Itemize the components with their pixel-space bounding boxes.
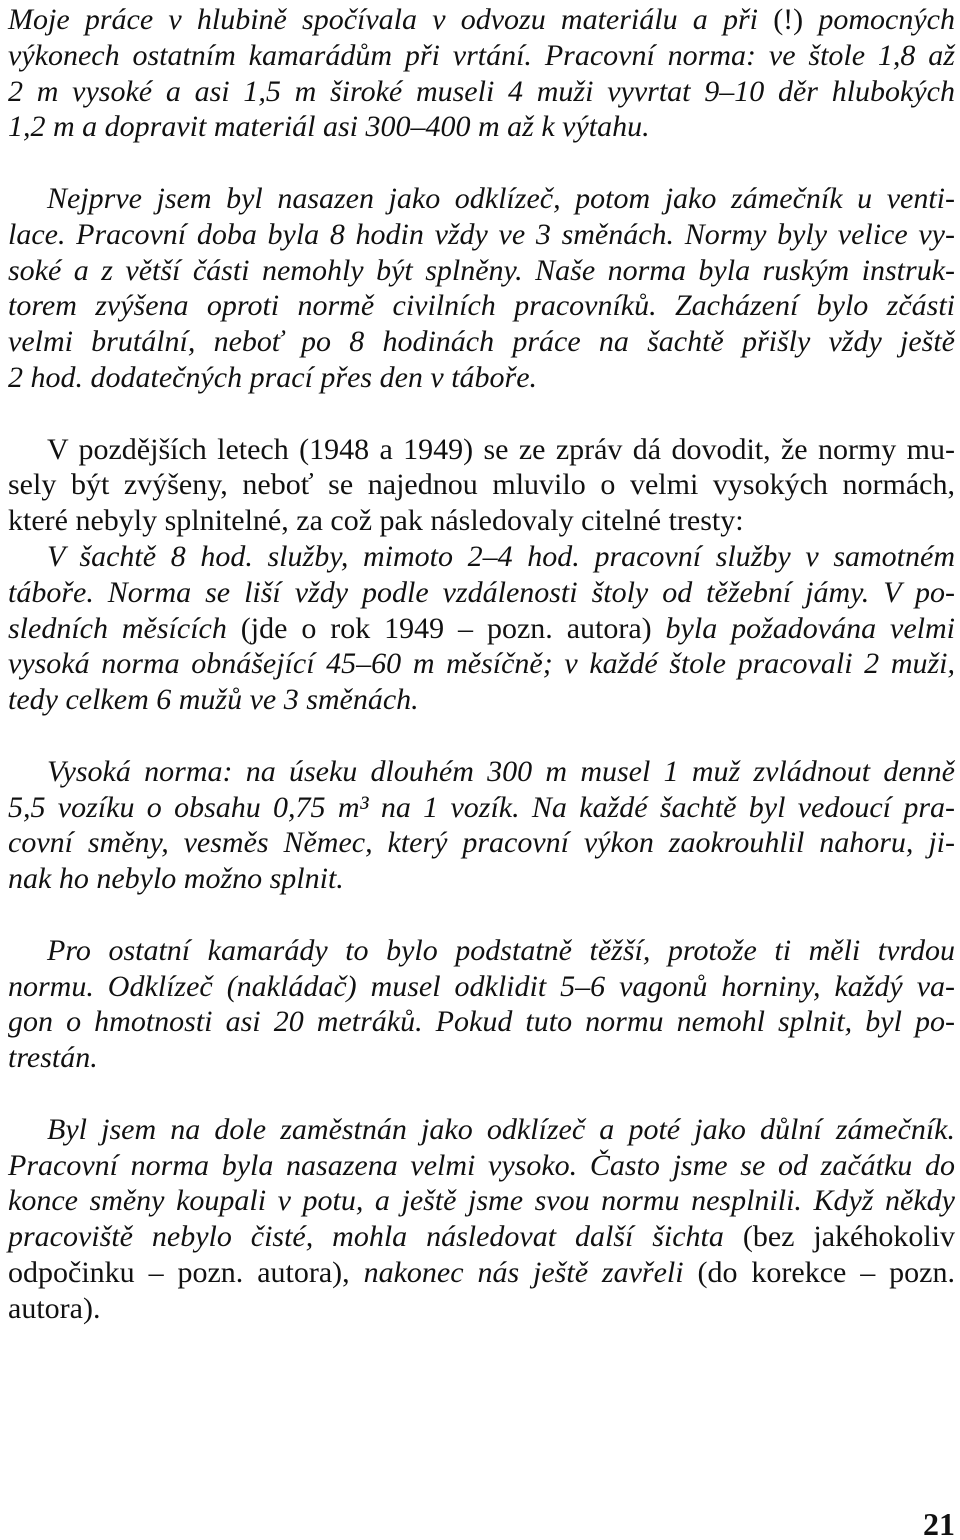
narrative-text: sely být zvýšeny, neboť se najednou mluvilo o velmi vysokých normách, <box>8 468 955 502</box>
text-line <box>8 2 955 38</box>
paragraph <box>8 432 955 718</box>
quote-text: gon o hmotnosti asi 20 metráků. Pokud tuto normu nemohl splnit, byl po- <box>8 1005 955 1039</box>
text-line <box>8 790 955 826</box>
text-line <box>8 575 955 611</box>
text-line <box>8 969 955 1005</box>
text-line <box>8 1148 955 1184</box>
quote-text: Pro ostatní kamarády to bylo podstatně těžší, protože ti měli tvrdou <box>47 933 955 967</box>
quote-text: táboře. Norma se liší vždy podle vzdálenosti štoly od těžební jámy. V po- <box>8 575 955 609</box>
text-line <box>8 503 955 539</box>
quote-text: Pracovní norma byla nasazena velmi vysoko. Často jsme se od začátku do <box>8 1148 955 1182</box>
quote-text: lace. Pracovní doba byla 8 hodin vždy ve 3 směnách. Normy byly velice vy- <box>8 217 955 251</box>
text-line <box>8 682 955 718</box>
author-note: (!) <box>773 3 804 36</box>
text-line <box>8 74 955 110</box>
quote-text: velmi brutální, neboť po 8 hodinách práce na šachtě přišly vždy ještě <box>8 325 955 359</box>
text-line <box>8 38 955 74</box>
paragraph <box>8 933 955 1076</box>
quote-text: V šachtě 8 hod. služby, mimoto 2–4 hod. pracovní služby v samotném <box>47 539 955 573</box>
quote-text: nak ho nebylo možno splnit. <box>8 862 344 896</box>
text-line <box>8 861 955 897</box>
quote-text: Nejprve jsem byl nasazen jako odklízeč, potom jako zámečník u venti- <box>47 181 955 215</box>
quote-text: pomocných <box>803 3 955 36</box>
narrative-text: V pozdějších letech (1948 a 1949) se ze zpráv dá dovodit, že normy mu- <box>47 432 955 466</box>
text-line <box>8 324 955 360</box>
quote-text: konce směny koupali v potu, a ještě jsme svou normu nesplnili. Když někdy <box>8 1184 955 1218</box>
text-line <box>8 539 955 575</box>
quote-text: tedy celkem 6 mužů ve 3 směnách. <box>8 683 419 717</box>
text-line <box>8 1255 955 1291</box>
quote-text: torem zvýšena oproti normě civilních pracovníků. Zacházení bylo zčásti <box>8 289 955 323</box>
quote-text: vysoká norma obnášející 45–60 m měsíčně; v každé štole pracovali 2 muži, <box>8 647 955 681</box>
author-note: (jde o rok 1949 – pozn. autora) <box>240 611 652 645</box>
paragraph <box>8 2 955 145</box>
quote-text: Vysoká norma: na úseku dlouhém 300 m musel 1 muž zvládnout denně <box>47 754 955 788</box>
author-note: autora). <box>8 1291 101 1325</box>
quote-text: Byl jsem na dole zaměstnán jako odklízeč a poté jako důlní zámečník. <box>47 1112 955 1146</box>
text-line <box>8 109 955 145</box>
quote-text: 2 m vysoké a asi 1,5 m široké museli 4 muži vyvrtat 9–10 děr hlubokých <box>8 74 955 108</box>
quote-text: Moje práce v hlubině spočívala v odvozu materiálu a při <box>8 3 774 36</box>
quote-text: sledních měsících <box>8 611 241 645</box>
text-line <box>8 1040 955 1076</box>
narrative-text: které nebyly splnitelné, za což pak následovaly citelné tresty: <box>8 504 744 538</box>
paragraph <box>8 181 955 396</box>
text-line <box>8 825 955 861</box>
page-number: 21 <box>923 1506 955 1540</box>
quote-text: soké a z větší části nemohly být splněny. Naše norma byla ruským instruk- <box>8 253 955 287</box>
quote-text: výkonech ostatním kamarádům při vrtání. Pracovní norma: ve štole 1,8 až <box>8 38 955 72</box>
paragraph <box>8 1112 955 1327</box>
text-line <box>8 181 955 217</box>
text-line <box>8 217 955 253</box>
text-line <box>8 1183 955 1219</box>
quote-text: 1,2 m a dopravit materiál asi 300–400 m až k výtahu. <box>8 110 650 144</box>
text-line <box>8 1291 955 1327</box>
quote-text: byla požadována velmi <box>651 611 955 645</box>
quote-text: normu. Odklízeč (nakládač) musel odklidit 5–6 vagonů horniny, každý va- <box>8 969 955 1003</box>
author-note: (do korekce – pozn. <box>697 1255 955 1289</box>
quote-text: trestán. <box>8 1041 98 1075</box>
text-line <box>8 360 955 396</box>
text-line <box>8 754 955 790</box>
page-body <box>8 2 955 1362</box>
text-line <box>8 432 955 468</box>
quote-text: pracoviště nebylo čisté, mohla následovat další šichta <box>8 1220 743 1254</box>
quote-text: covní směny, vesměs Němec, který pracovní výkon zaokrouhlil nahoru, ji- <box>8 826 955 860</box>
quote-text: 2 hod. dodatečných prací přes den v táboře. <box>8 360 538 394</box>
text-line <box>8 253 955 289</box>
author-note: odpočinku – pozn. autora), <box>8 1255 364 1289</box>
author-note: (bez jakéhokoliv <box>742 1220 956 1254</box>
text-line <box>8 1112 955 1148</box>
text-line <box>8 288 955 324</box>
text-line <box>8 1004 955 1040</box>
quote-text: 5,5 vozíku o obsahu 0,75 m³ na 1 vozík. Na každé šachtě byl vedoucí pra- <box>8 790 955 824</box>
text-line <box>8 467 955 503</box>
text-line <box>8 646 955 682</box>
text-line <box>8 933 955 969</box>
paragraph <box>8 754 955 897</box>
quote-text: nakonec nás ještě zavřeli <box>363 1255 698 1289</box>
text-line <box>8 1219 955 1255</box>
text-line <box>8 611 955 647</box>
